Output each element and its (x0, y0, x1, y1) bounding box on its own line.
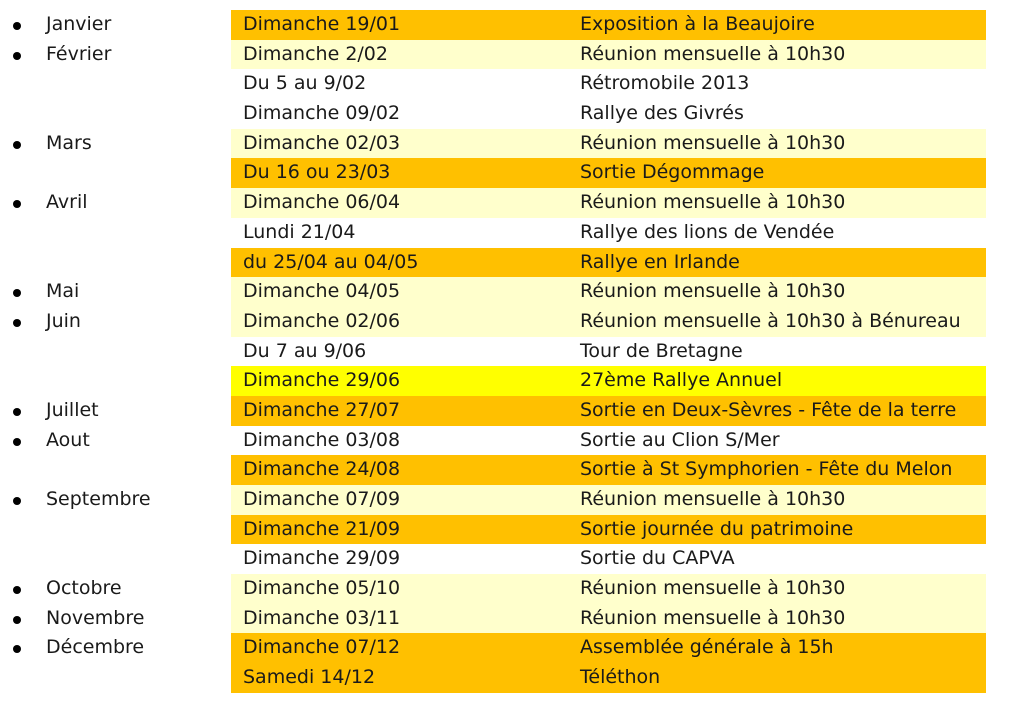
month-cell (0, 633, 231, 663)
month-label: Juillet (46, 398, 99, 421)
month-cell (0, 69, 231, 99)
event-description: Sortie à St Symphorien - Fête du Melon (580, 458, 953, 481)
month-cell (0, 158, 231, 188)
month-cell (0, 248, 231, 278)
month-label: Mars (46, 131, 92, 154)
event-description: Réunion mensuelle à 10h30 (580, 606, 846, 629)
event-date: Dimanche 07/09 (243, 488, 401, 510)
event-description: Sortie au Clion S/Mer (580, 428, 780, 451)
event-description: Réunion mensuelle à 10h30 (580, 131, 846, 154)
month-cell (0, 604, 231, 634)
event-date: Du 5 au 9/02 (243, 72, 367, 95)
month-label: Janvier (46, 13, 112, 35)
month-label: Février (46, 42, 112, 65)
schedule-row (0, 218, 1024, 248)
schedule-row (0, 455, 1024, 485)
event-date: Samedi 14/12 (243, 666, 376, 689)
month-cell (0, 426, 231, 456)
event-description: Rallye en Irlande (580, 250, 740, 273)
event-description: Réunion mensuelle à 10h30 (580, 280, 846, 303)
bullet-icon (13, 586, 21, 594)
month-label: Avril (46, 191, 88, 214)
month-cell (0, 366, 231, 396)
event-description: Tour de Bretagne (580, 339, 743, 362)
event-description: Réunion mensuelle à 10h30 à Bénureau (580, 309, 961, 332)
bullet-icon (13, 289, 21, 297)
event-date: Dimanche 21/09 (243, 517, 401, 540)
month-label: Aout (46, 428, 90, 451)
schedule-row (0, 515, 1024, 545)
month-cell (0, 99, 231, 129)
schedule-row (0, 158, 1024, 188)
month-cell (0, 188, 231, 218)
bullet-icon (13, 408, 21, 416)
schedule-row (0, 366, 1024, 396)
month-cell (0, 129, 231, 159)
event-description: Rétromobile 2013 (580, 72, 750, 95)
event-description: Réunion mensuelle à 10h30 (580, 488, 846, 510)
event-description: Sortie en Deux-Sèvres - Fête de la terre (580, 398, 957, 421)
month-cell (0, 10, 231, 40)
month-cell (0, 277, 231, 307)
bullet-icon (13, 645, 21, 653)
month-cell (0, 455, 231, 485)
event-date: Du 16 ou 23/03 (243, 161, 391, 184)
schedule-row (0, 40, 1024, 70)
bullet-icon (13, 22, 21, 30)
month-label: Mai (46, 280, 80, 303)
schedule-row (0, 10, 1024, 40)
schedule-row (0, 633, 1024, 663)
month-label: Décembre (46, 636, 145, 659)
event-description: Rallye des lions de Vendée (580, 220, 835, 243)
event-date: Dimanche 06/04 (243, 191, 401, 214)
schedule-row (0, 277, 1024, 307)
schedule-row (0, 426, 1024, 456)
event-description: Réunion mensuelle à 10h30 (580, 191, 846, 214)
event-schedule (0, 10, 1024, 693)
event-description: Réunion mensuelle à 10h30 (580, 42, 846, 65)
schedule-row (0, 337, 1024, 367)
event-date: Dimanche 02/06 (243, 309, 401, 332)
bullet-icon (13, 438, 21, 446)
event-date: Dimanche 27/07 (243, 398, 401, 421)
event-date: Dimanche 24/08 (243, 458, 401, 481)
schedule-row (0, 544, 1024, 574)
month-cell (0, 396, 231, 426)
month-label: Juin (46, 309, 81, 332)
schedule-row (0, 604, 1024, 634)
event-date: Dimanche 03/08 (243, 428, 401, 451)
event-date: Dimanche 07/12 (243, 636, 401, 659)
event-description: 27ème Rallye Annuel (580, 369, 783, 392)
event-date: du 25/04 au 04/05 (243, 250, 419, 273)
bullet-icon (13, 616, 21, 624)
event-date: Dimanche 02/03 (243, 131, 401, 154)
event-description: Téléthon (580, 666, 661, 689)
schedule-row (0, 188, 1024, 218)
event-date: Dimanche 19/01 (243, 13, 401, 35)
bullet-icon (13, 497, 21, 505)
event-description: Sortie Dégommage (580, 161, 765, 184)
month-cell (0, 485, 231, 515)
month-cell (0, 574, 231, 604)
schedule-row (0, 663, 1024, 693)
event-description: Sortie journée du patrimoine (580, 517, 854, 540)
schedule-row (0, 248, 1024, 278)
schedule-row (0, 99, 1024, 129)
event-description: Assemblée générale à 15h (580, 636, 834, 659)
schedule-row (0, 129, 1024, 159)
month-cell (0, 515, 231, 545)
event-description: Réunion mensuelle à 10h30 (580, 577, 846, 600)
month-cell (0, 544, 231, 574)
month-cell (0, 307, 231, 337)
event-description: Sortie du CAPVA (580, 547, 735, 570)
schedule-row (0, 396, 1024, 426)
bullet-icon (13, 52, 21, 60)
bullet-icon (13, 200, 21, 208)
month-label: Octobre (46, 577, 122, 600)
month-cell (0, 337, 231, 367)
month-label: Novembre (46, 606, 145, 629)
event-description: Rallye des Givrés (580, 102, 744, 125)
event-description: Exposition à la Beaujoire (580, 13, 815, 35)
event-date: Dimanche 03/11 (243, 606, 401, 629)
month-cell (0, 40, 231, 70)
month-cell (0, 218, 231, 248)
event-date: Dimanche 29/06 (243, 369, 401, 392)
event-date: Lundi 21/04 (243, 220, 356, 243)
schedule-row (0, 485, 1024, 515)
event-date: Dimanche 04/05 (243, 280, 401, 303)
bullet-icon (13, 141, 21, 149)
event-date: Du 7 au 9/06 (243, 339, 367, 362)
bullet-icon (13, 319, 21, 327)
event-date: Dimanche 2/02 (243, 42, 388, 65)
month-cell (0, 663, 231, 693)
month-label: Septembre (46, 488, 151, 510)
event-date: Dimanche 29/09 (243, 547, 401, 570)
event-date: Dimanche 05/10 (243, 577, 401, 600)
schedule-row (0, 574, 1024, 604)
schedule-row (0, 69, 1024, 99)
schedule-row (0, 307, 1024, 337)
event-date: Dimanche 09/02 (243, 102, 401, 125)
